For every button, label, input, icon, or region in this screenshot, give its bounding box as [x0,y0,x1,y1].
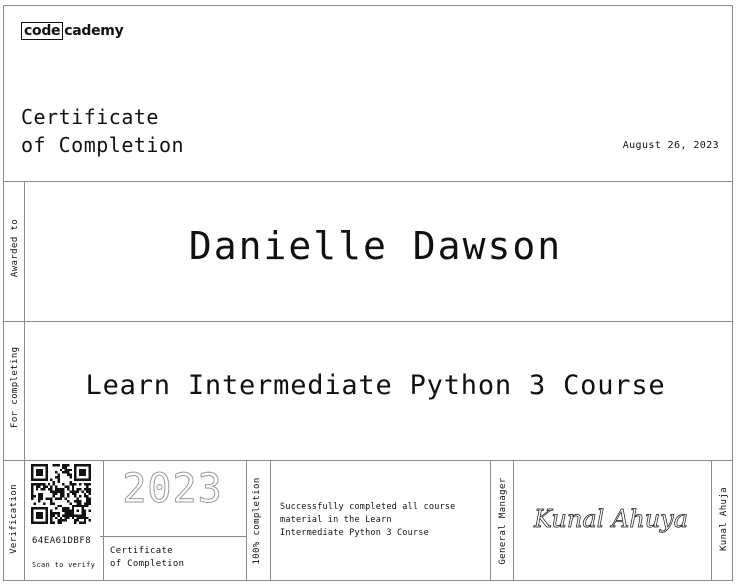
certificate-title [21,103,184,159]
divider [100,536,246,537]
recipient-name: Danielle Dawson [188,224,563,268]
divider [490,460,491,581]
desc-line-1: Successfully completed all course [280,502,456,512]
scan-to-verify: Scan to verify [32,561,96,569]
divider [270,460,271,581]
qr-code-icon[interactable] [31,464,91,524]
divider [513,460,514,581]
course-name: Learn Intermediate Python 3 Course [85,370,666,401]
signature-text: Kunal Ahuya [534,505,689,533]
logo-boxed-text: code [21,22,63,40]
divider [3,460,733,461]
general-manager-label: General Manager [498,477,508,565]
verification-label: Verification [9,484,19,554]
signer-name-label: Kunal Ahuja [719,487,729,552]
completion-description [280,501,455,540]
codecademy-logo [21,22,123,40]
for-completing-label: For completing [10,346,20,428]
verification-code: 64EA61DBF8 [32,536,92,546]
logo-text: cademy [64,23,124,39]
awarded-to-label: Awarded to [10,218,20,278]
completion-year: 2023 [122,466,223,512]
title-line-1: Certificate [21,105,159,129]
desc-line-2: material in the Learn [280,515,392,525]
completion-label: 100% completion [252,477,262,565]
desc-line-3: Intermediate Python 3 Course [280,528,429,538]
issue-date: August 26, 2023 [622,140,719,151]
footer-certificate-label [110,545,184,571]
footer-cert-line-1: Certificate [110,546,173,556]
footer-cert-line-2: of Completion [110,559,185,569]
title-line-2: of Completion [21,133,185,157]
signature [530,493,690,541]
divider [711,460,712,581]
divider [246,460,247,581]
